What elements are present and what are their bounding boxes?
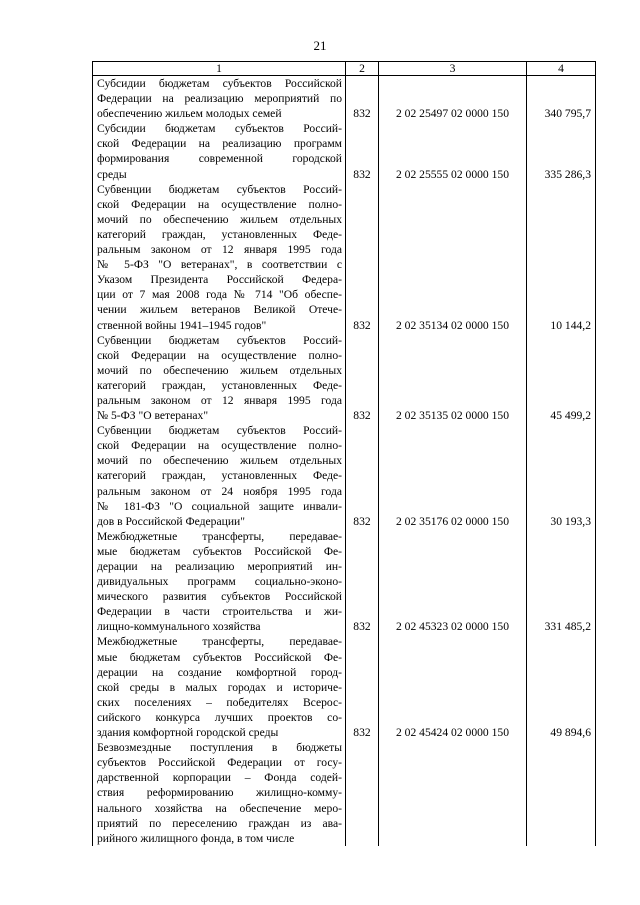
description-line: ской Федерации на осуществление полно- bbox=[97, 439, 342, 453]
page-number: 21 bbox=[313, 38, 327, 53]
row-description bbox=[93, 76, 346, 122]
description-line: дов в Российской Федерации" bbox=[97, 514, 245, 528]
table-row bbox=[93, 529, 596, 635]
description-line: здания комфортной городской среды bbox=[97, 726, 279, 740]
description-line: ции от 7 мая 2008 года № 714 "Об обеспе- bbox=[97, 288, 342, 302]
row-admin-code: 832 bbox=[346, 121, 379, 181]
description-line: лищно-коммунального хозяйства bbox=[97, 620, 261, 634]
description-line: ственной войны 1941–1945 годов" bbox=[97, 318, 267, 332]
row-amount bbox=[527, 740, 596, 846]
table-row bbox=[93, 634, 596, 740]
description-line: ской Федерации на реализацию программ bbox=[97, 137, 342, 151]
description-line: дерации на реализацию мероприятий ин- bbox=[97, 560, 342, 573]
table-row bbox=[93, 182, 596, 333]
description-line: среды bbox=[97, 167, 127, 181]
description-line: Безвозмездные поступления в бюджеты bbox=[97, 741, 342, 755]
description-line: № 5-ФЗ "О ветеранах" bbox=[97, 409, 209, 423]
row-amount: 10 144,2 bbox=[527, 182, 596, 333]
row-budget-code: 2 02 45323 02 0000 150 bbox=[379, 529, 527, 635]
row-description bbox=[93, 121, 346, 181]
description-line: Указом Президента Российской Федера- bbox=[97, 273, 342, 287]
description-line: мочий по обеспечению жильем отдельных bbox=[97, 363, 342, 377]
row-amount: 331 485,2 bbox=[527, 529, 596, 635]
description-line: нального хозяйства на обеспечение меро- bbox=[97, 801, 342, 815]
row-description bbox=[93, 333, 346, 424]
row-amount: 45 499,2 bbox=[527, 333, 596, 424]
table-row bbox=[93, 76, 596, 122]
description-line: дарственной корпорации – Фонда содей- bbox=[97, 771, 342, 785]
description-line: ральным законом от 12 января 1995 года bbox=[97, 393, 342, 407]
description-line: субъектов Российской Федерации от госу- bbox=[97, 756, 342, 770]
description-line: дерации на создание комфортной город- bbox=[97, 665, 342, 679]
row-admin-code: 832 bbox=[346, 76, 379, 122]
description-line: мочий по обеспечению жильем отдельных bbox=[97, 454, 342, 468]
description-line: мые бюджетам субъектов Российской Фе- bbox=[97, 544, 342, 558]
row-description bbox=[93, 634, 346, 740]
description-line: мического развития субъектов Российской bbox=[97, 590, 342, 604]
row-amount: 340 795,7 bbox=[527, 76, 596, 122]
description-line: приятий по переселению граждан из ава- bbox=[97, 816, 342, 830]
table-header bbox=[93, 62, 596, 76]
description-line: Субвенции бюджетам субъектов Россий- bbox=[97, 333, 342, 347]
row-admin-code bbox=[346, 740, 379, 846]
description-line: категорий граждан, установленных Феде- bbox=[97, 378, 342, 392]
table-body bbox=[93, 76, 596, 846]
row-admin-code: 832 bbox=[346, 423, 379, 529]
description-line: Субсидии бюджетам субъектов Российской bbox=[97, 77, 342, 90]
budget-table bbox=[92, 61, 596, 846]
description-line: мочий по обеспечению жильем отдельных bbox=[97, 212, 342, 226]
row-budget-code: 2 02 25497 02 0000 150 bbox=[379, 76, 527, 122]
row-description bbox=[93, 529, 346, 635]
description-line: дивидуальных программ социально-эконо- bbox=[97, 575, 342, 589]
row-budget-code: 2 02 25555 02 0000 150 bbox=[379, 121, 527, 181]
row-description bbox=[93, 740, 346, 846]
row-admin-code: 832 bbox=[346, 182, 379, 333]
row-budget-code bbox=[379, 740, 527, 846]
description-line: ральным законом от 12 января 1995 года bbox=[97, 243, 342, 257]
row-budget-code: 2 02 35135 02 0000 150 bbox=[379, 333, 527, 424]
row-amount: 335 286,3 bbox=[527, 121, 596, 181]
header-row bbox=[93, 62, 596, 76]
row-admin-code: 832 bbox=[346, 333, 379, 424]
description-line: ских поселениях – победителях Всерос- bbox=[97, 695, 342, 709]
description-line: ской Федерации на осуществление полно- bbox=[97, 348, 342, 362]
table-row bbox=[93, 423, 596, 529]
description-line: Федерации в части строительства и жи- bbox=[97, 605, 342, 619]
description-line: Межбюджетные трансферты, передавае- bbox=[97, 635, 342, 649]
description-line: ральным законом от 24 ноября 1995 года bbox=[97, 484, 342, 498]
row-description bbox=[93, 423, 346, 529]
description-line: формирования современной городской bbox=[97, 152, 342, 166]
row-amount: 49 894,6 bbox=[527, 634, 596, 740]
description-line: обеспечению жильем молодых семей bbox=[97, 107, 282, 121]
row-budget-code: 2 02 35134 02 0000 150 bbox=[379, 182, 527, 333]
description-line: категорий граждан, установленных Феде- bbox=[97, 469, 342, 483]
header-col-4: 4 bbox=[527, 62, 596, 76]
description-line: категорий граждан, установленных Феде- bbox=[97, 227, 342, 241]
description-line: Межбюджетные трансферты, передавае- bbox=[97, 529, 342, 543]
header-col-1: 1 bbox=[93, 62, 346, 76]
row-budget-code: 2 02 35176 02 0000 150 bbox=[379, 423, 527, 529]
description-line: мые бюджетам субъектов Российской Фе- bbox=[97, 650, 342, 664]
table-row bbox=[93, 333, 596, 424]
description-line: № 181-ФЗ "О социальной защите инвали- bbox=[97, 499, 342, 513]
description-line: Субвенции бюджетам субъектов Россий- bbox=[97, 424, 342, 438]
row-amount: 30 193,3 bbox=[527, 423, 596, 529]
description-line: Субсидии бюджетам субъектов Россий- bbox=[97, 122, 342, 136]
description-line: сийского конкурса лучших проектов со- bbox=[97, 710, 342, 724]
header-col-3: 3 bbox=[379, 62, 527, 76]
row-description bbox=[93, 182, 346, 333]
row-admin-code: 832 bbox=[346, 634, 379, 740]
table-row bbox=[93, 121, 596, 181]
description-line: рийного жилищного фонда, в том числе bbox=[97, 831, 295, 845]
row-admin-code: 832 bbox=[346, 529, 379, 635]
description-line: ской Федерации на осуществление полно- bbox=[97, 197, 342, 211]
description-line: чении жильем ветеранов Великой Отече- bbox=[97, 303, 342, 317]
description-line: Федерации на реализацию мероприятий по bbox=[97, 92, 342, 106]
row-budget-code: 2 02 45424 02 0000 150 bbox=[379, 634, 527, 740]
description-line: ствия реформированию жилищно-комму- bbox=[97, 786, 342, 800]
table-row bbox=[93, 740, 596, 846]
description-line: ской среды в малых городах и историче- bbox=[97, 680, 342, 694]
description-line: Субвенции бюджетам субъектов Россий- bbox=[97, 182, 342, 196]
description-line: № 5-ФЗ "О ветеранах", в соответствии с bbox=[97, 258, 342, 272]
header-col-2: 2 bbox=[346, 62, 379, 76]
